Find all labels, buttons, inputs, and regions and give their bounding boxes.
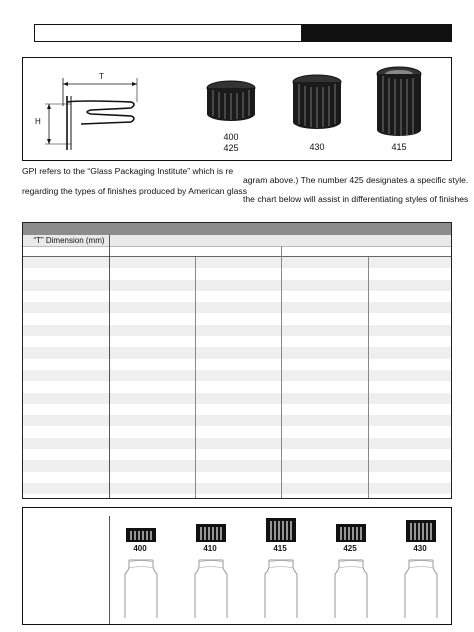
table-row <box>23 280 451 291</box>
table-row <box>23 404 451 415</box>
table-divider-col4 <box>368 257 369 498</box>
t-dimension-header: “T” Dimension (mm) <box>33 236 105 245</box>
finish-dimension-table <box>22 222 452 499</box>
h-dimension-label: H <box>35 117 41 126</box>
finish-diagram-box <box>22 57 452 161</box>
table-row <box>23 415 451 426</box>
finish-415-icon <box>263 512 299 622</box>
cap-label-430: 430 <box>309 142 325 152</box>
neck-cross-section-diagram <box>41 72 153 152</box>
table-row <box>23 347 451 358</box>
cap-label-400: 400 <box>223 132 239 142</box>
finish-label-425: 425 <box>343 544 357 553</box>
t-dimension-label: T <box>99 72 104 81</box>
finish-label-430: 430 <box>413 544 427 553</box>
table-row <box>23 370 451 381</box>
table-row <box>23 483 451 494</box>
finish-label-400: 400 <box>133 544 147 553</box>
table-row <box>23 438 451 449</box>
finish-styles-box <box>22 507 452 625</box>
table-title-bar <box>23 223 451 235</box>
finish-425-icon <box>333 512 369 622</box>
table-row <box>23 460 451 471</box>
header-black-fill <box>301 25 451 41</box>
finish-label-410: 410 <box>203 544 217 553</box>
table-row <box>23 472 451 483</box>
paragraph-line-2-left: regarding the types of finishes produced by American glass <box>22 186 247 196</box>
table-row <box>23 336 451 347</box>
table-divider-col2 <box>195 257 196 498</box>
paragraph-line-2-right: the chart below will assist in differentiating styles of finishes <box>243 194 469 204</box>
table-row <box>23 393 451 404</box>
cap-415-image <box>375 66 423 138</box>
header-bar <box>34 24 452 42</box>
finish-box-divider <box>109 516 110 624</box>
finish-410-icon <box>193 512 229 622</box>
cap-label-425: 425 <box>223 143 239 153</box>
paragraph-line-1-right: agram above.) The number 425 designates a specific style. <box>243 175 469 185</box>
table-row <box>23 427 451 438</box>
cap-430-image <box>291 74 343 132</box>
finish-label-415: 415 <box>273 544 287 553</box>
cap-label-415: 415 <box>391 142 407 152</box>
finish-430-icon <box>403 512 439 622</box>
table-divider-main <box>109 235 110 498</box>
table-row <box>23 291 451 302</box>
cap-400-425-image <box>205 80 257 124</box>
table-row <box>23 268 451 279</box>
table-row <box>23 325 451 336</box>
table-row <box>23 381 451 392</box>
table-row <box>23 302 451 313</box>
table-row <box>23 359 451 370</box>
table-row <box>23 449 451 460</box>
finish-400-icon <box>123 512 159 622</box>
cap-label-1 <box>213 132 249 154</box>
table-row <box>23 314 451 325</box>
table-subheader-row <box>23 246 451 257</box>
table-divider-col3 <box>281 246 282 498</box>
table-row <box>23 257 451 268</box>
paragraph-line-1-left: GPI refers to the “Glass Packaging Institute” which is re <box>22 166 234 176</box>
